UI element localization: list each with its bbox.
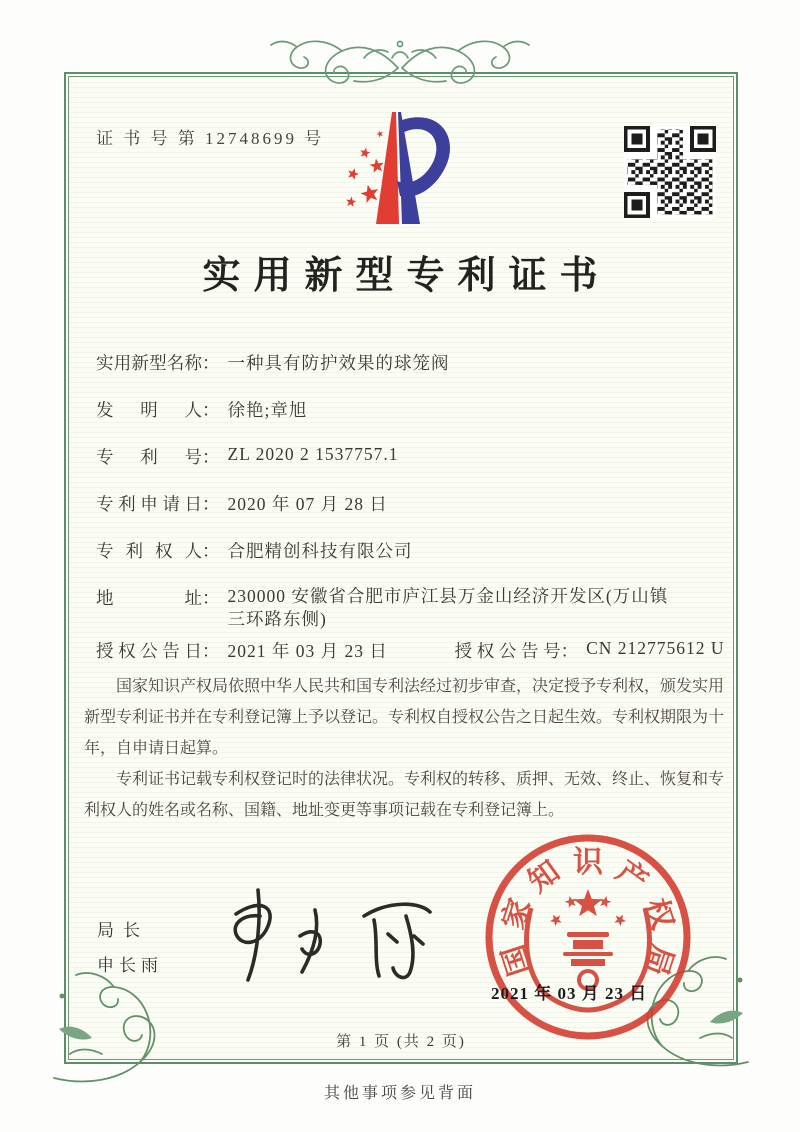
legal-paragraph-1: 国家知识产权局依照中华人民共和国专利法经过初步审查，决定授予专利权，颁发实用新型专利证书并在专利登记簿上予以登记。专利权自授权公告之日起生效。专利权期限为十年，自申请日起算。 (84, 678, 725, 757)
seal-char: 家 (496, 894, 538, 934)
field-colon: ： (202, 353, 220, 373)
certificate-title: 实用新型专利证书 (202, 255, 611, 297)
field-address (96, 585, 680, 631)
seal-date: 2021 年 03 月 23 日 (491, 984, 648, 1003)
seal-char: 权 (638, 894, 680, 934)
page-number: 第 1 页 (共 2 页) (336, 1034, 466, 1050)
back-side-note: 其他事项参见背面 (323, 1085, 476, 1102)
field-label: 授权公告日 (96, 641, 202, 661)
field-label: 专利申请日 (96, 494, 202, 514)
qr-code-icon (624, 126, 716, 218)
field-value: 合肥精创科技有限公司 (227, 541, 413, 561)
seal-char: 局 (638, 940, 680, 980)
field-colon: ： (202, 641, 220, 661)
cnipa-official-seal-icon (479, 828, 697, 1046)
field-colon: ： (202, 588, 220, 608)
cnipa-logo-icon (330, 104, 470, 236)
field-value: 2021 年 03 月 23 日 (227, 641, 388, 661)
legal-paragraph-2: 专利证书记载专利权登记时的法律状况。专利权的转移、质押、无效、终止、恢复和专利权人的姓名或名称、国籍、地址变更等事项记载在专利登记簿上。 (84, 771, 725, 819)
seal-char: 知 (522, 854, 567, 899)
certificate-number: 证 书 号 第 12748699 号 (96, 129, 325, 148)
field-utility-model-name (96, 350, 450, 375)
field-inventor (96, 397, 307, 422)
seal-char: 产 (609, 854, 654, 899)
director-name-label: 申长雨 (97, 956, 163, 975)
field-colon: ： (560, 641, 579, 661)
field-label: 地址 (96, 588, 202, 608)
field-value: CN 212775612 U (586, 638, 725, 658)
field-colon: ： (202, 494, 220, 514)
field-value: 2020 年 07 月 28 日 (227, 494, 388, 514)
field-value: 一种具有防护效果的球笼阀 (227, 353, 450, 373)
field-label: 实用新型名称 (96, 353, 202, 373)
seal-char: 识 (573, 846, 603, 879)
field-patent-number (96, 444, 398, 469)
field-label: 授权公告号 (454, 641, 561, 661)
field-filing-date (96, 491, 388, 516)
field-value: 徐艳;章旭 (227, 400, 308, 420)
field-label: 发明人 (96, 400, 202, 420)
seal-char: 国 (496, 940, 538, 980)
field-label: 专利权人 (96, 541, 202, 561)
field-colon: ： (202, 447, 220, 467)
legal-text-block (84, 671, 724, 826)
field-colon: ： (202, 541, 220, 561)
field-colon: ： (202, 400, 220, 420)
director-title-label: 局长 (97, 921, 149, 940)
field-value: 230000 安徽省合肥市庐江县万金山经济开发区(万山镇三环路东侧) (227, 586, 669, 629)
field-label: 专利号 (96, 447, 202, 467)
field-grant-date (96, 638, 388, 661)
field-value: ZL 2020 2 1537757.1 (227, 444, 399, 464)
director-signature-icon (218, 876, 436, 992)
field-grant-row (96, 638, 725, 663)
field-grant-number (454, 638, 725, 661)
field-patentee (96, 538, 413, 563)
